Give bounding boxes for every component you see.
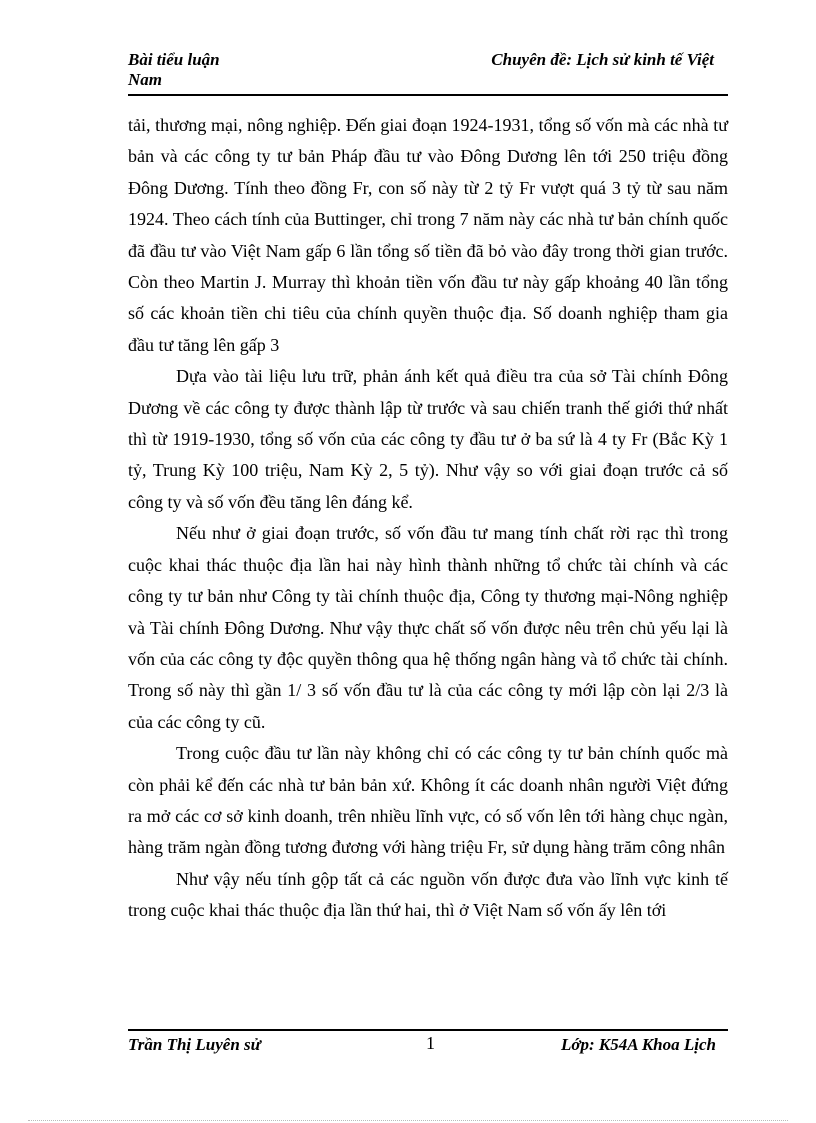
page-bottom-edge xyxy=(28,1120,788,1121)
footer-divider xyxy=(128,1029,728,1031)
header-left-title: Bài tiểu luận Nam xyxy=(128,50,220,89)
footer-author: Trần Thị Luyên sử xyxy=(128,1035,261,1054)
page-footer xyxy=(128,1033,728,1083)
header-divider xyxy=(128,94,728,96)
paragraph-1: tải, thương mại, nông nghiệp. Đến giai đoạn 1924-1931, tổng số vốn mà các nhà tư bản và các công ty tư bản Pháp đầu tư vào Đông Dương lên tới 250 triệu đồng Đông Dương. Tính theo đồng Fr, con số này từ 2 tỷ Fr vượt quá 3 tỷ từ sau năm 1924. Theo cách tính của Buttinger, chỉ trong 7 năm này các nhà tư bản chính quốc đã đầu tư vào Việt Nam gấp 6 lần tổng số tiền đã bỏ vào đây trong thời gian trước. Còn theo Martin J. Murray thì khoản tiền vốn đầu tư này gấp khoảng 40 lần tổng số các khoản tiền chi tiêu của chính quyền thuộc địa. Số doanh nghiệp tham gia đầu tư tăng lên gấp 3 xyxy=(128,115,728,355)
paragraph-2: Dựa vào tài liệu lưu trữ, phản ánh kết quả điều tra của sở Tài chính Đông Dương về các công ty được thành lập từ trước và sau chiến tranh thế giới thứ nhất thì từ 1919-1930, tổng số vốn của các công ty đầu tư ở ba sứ là 4 ty Fr (Bắc Kỳ 1 tỷ, Trung Kỳ 100 triệu, Nam Kỳ 2, 5 tỷ). Như vậy so với giai đoạn trước cả số công ty và số vốn đều tăng lên đáng kể. xyxy=(128,366,728,512)
document-body xyxy=(128,110,728,927)
footer-class: Lớp: K54A Khoa Lịch xyxy=(560,1035,716,1054)
paragraph-3: Nếu như ở giai đoạn trước, số vốn đầu tư mang tính chất rời rạc thì trong cuộc khai thác thuộc địa lần hai này hình thành những tổ chức tài chính và các công ty tư bản như Công ty tài chính thuộc địa, Công ty thương mại-Nông nghiệp và Tài chính Đông Dương. Như vậy thực chất số vốn được nêu trên chủ yếu lại là vốn của các công ty độc quyền thông qua hệ thống ngân hàng và tổ chức tài chính. Trong số này thì gần 1/ 3 số vốn đầu tư là của các công ty mới lập còn lại 2/3 là của các công ty cũ. xyxy=(128,523,728,732)
page-number: 1 xyxy=(426,1033,435,1053)
paragraph-5: Như vậy nếu tính gộp tất cả các nguồn vốn được đưa vào lĩnh vực kinh tế trong cuộc khai thác thuộc địa lần thứ hai, thì ở Việt Nam số vốn ấy lên tới xyxy=(128,868,728,921)
paragraph-4: Trong cuộc đầu tư lần này không chỉ có các công ty tư bản chính quốc mà còn phải kể đến các nhà tư bản bản xứ. Không ít các doanh nhân người Việt đứng ra mở các cơ sở kinh doanh, trên nhiều lĩnh vực, có số vốn lên tới hàng chục ngàn, hàng trăm ngàn đồng tương đương với hàng triệu Fr, sử dụng hàng trăm công nhân xyxy=(128,743,728,858)
page-header xyxy=(128,48,728,92)
header-right-topic: Chuyên đề: Lịch sử kinh tế Việt xyxy=(491,50,714,69)
